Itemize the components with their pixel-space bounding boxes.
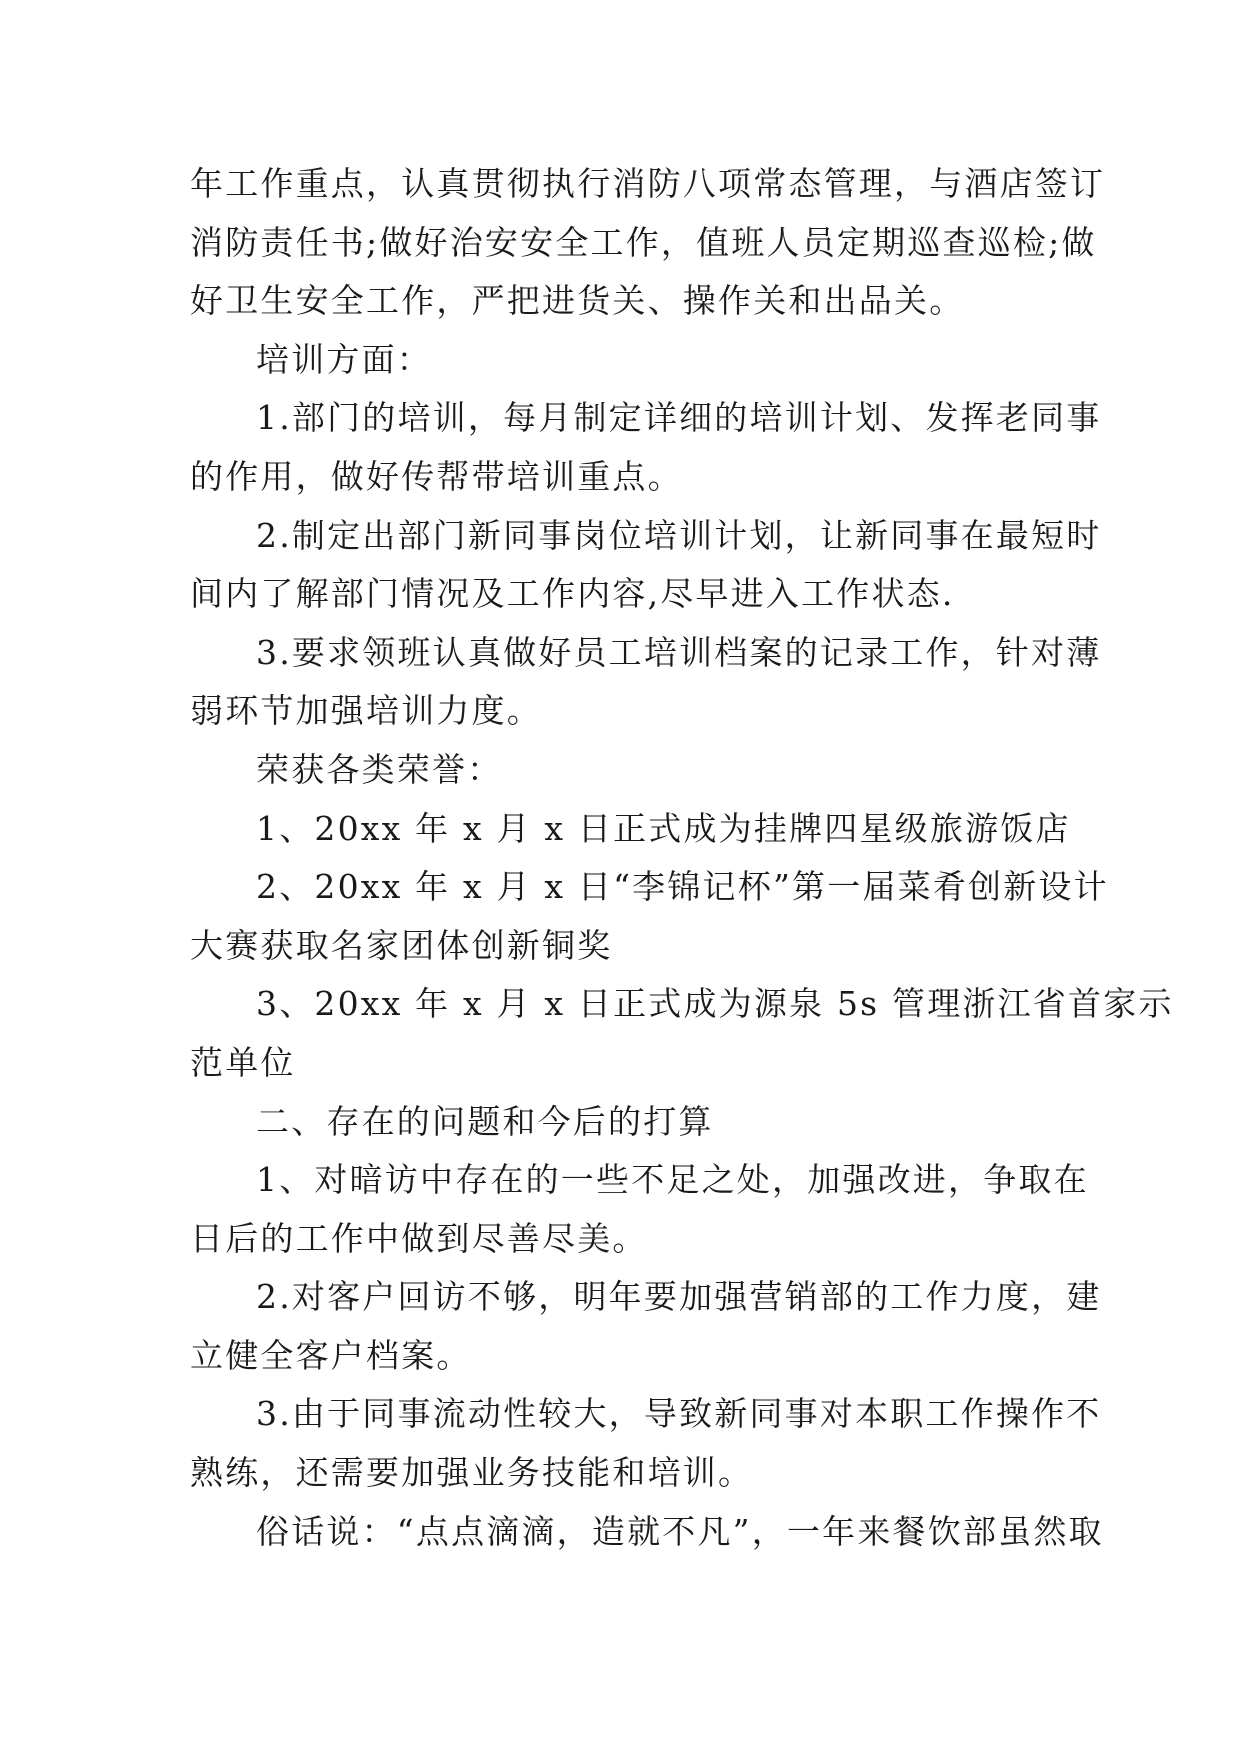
text-line: 范单位 [190,1042,296,1082]
text-line: 的作用，做好传帮带培训重点。 [190,456,683,496]
text-line: 日后的工作中做到尽善尽美。 [190,1218,648,1258]
text-line: 3、20xx 年 x 月 x 日正式成为源泉 5s 管理浙江省首家示 [256,984,1174,1024]
text-line: 3.由于同事流动性较大，导致新同事对本职工作操作不 [256,1394,1102,1434]
section-heading-honors: 荣获各类荣誉： [256,749,503,789]
text-line: 熟练，还需要加强业务技能和培训。 [190,1453,754,1493]
text-line: 消防责任书;做好治安安全工作，值班人员定期巡查巡检;做 [190,222,1097,262]
text-line: 立健全客户档案。 [190,1335,472,1375]
text-line: 2、20xx 年 x 月 x 日“李锦记杯”第一届菜肴创新设计 [256,867,1109,907]
text-line: 俗话说：“点点滴滴，造就不凡”，一年来餐饮部虽然取 [256,1511,1104,1551]
text-line: 间内了解部门情况及工作内容,尽早进入工作状态. [190,574,955,614]
section-heading-training: 培训方面： [256,339,432,379]
text-line: 弱环节加强培训力度。 [190,691,542,731]
text-line: 大赛获取名家团体创新铜奖 [190,925,613,965]
text-line: 年工作重点，认真贯彻执行消防八项常态管理，与酒店签订 [190,164,1106,203]
text-line: 2.制定出部门新同事岗位培训计划，让新同事在最短时 [256,515,1102,555]
text-line: 2.对客户回访不够，明年要加强营销部的工作力度，建 [256,1277,1102,1317]
text-line: 1、对暗访中存在的一些不足之处，加强改进，争取在 [256,1160,1089,1200]
text-line: 1.部门的培训，每月制定详细的培训计划、发挥老同事 [256,398,1102,438]
text-line: 3.要求领班认真做好员工培训档案的记录工作，针对薄 [256,632,1102,672]
document-body [190,155,1174,1561]
text-line: 好卫生安全工作，严把进货关、操作关和出品关。 [190,281,965,321]
text-line: 1、20xx 年 x 月 x 日正式成为挂牌四星级旅游饭店 [256,808,1071,848]
section-heading-issues: 二、存在的问题和今后的打算 [256,1101,714,1141]
